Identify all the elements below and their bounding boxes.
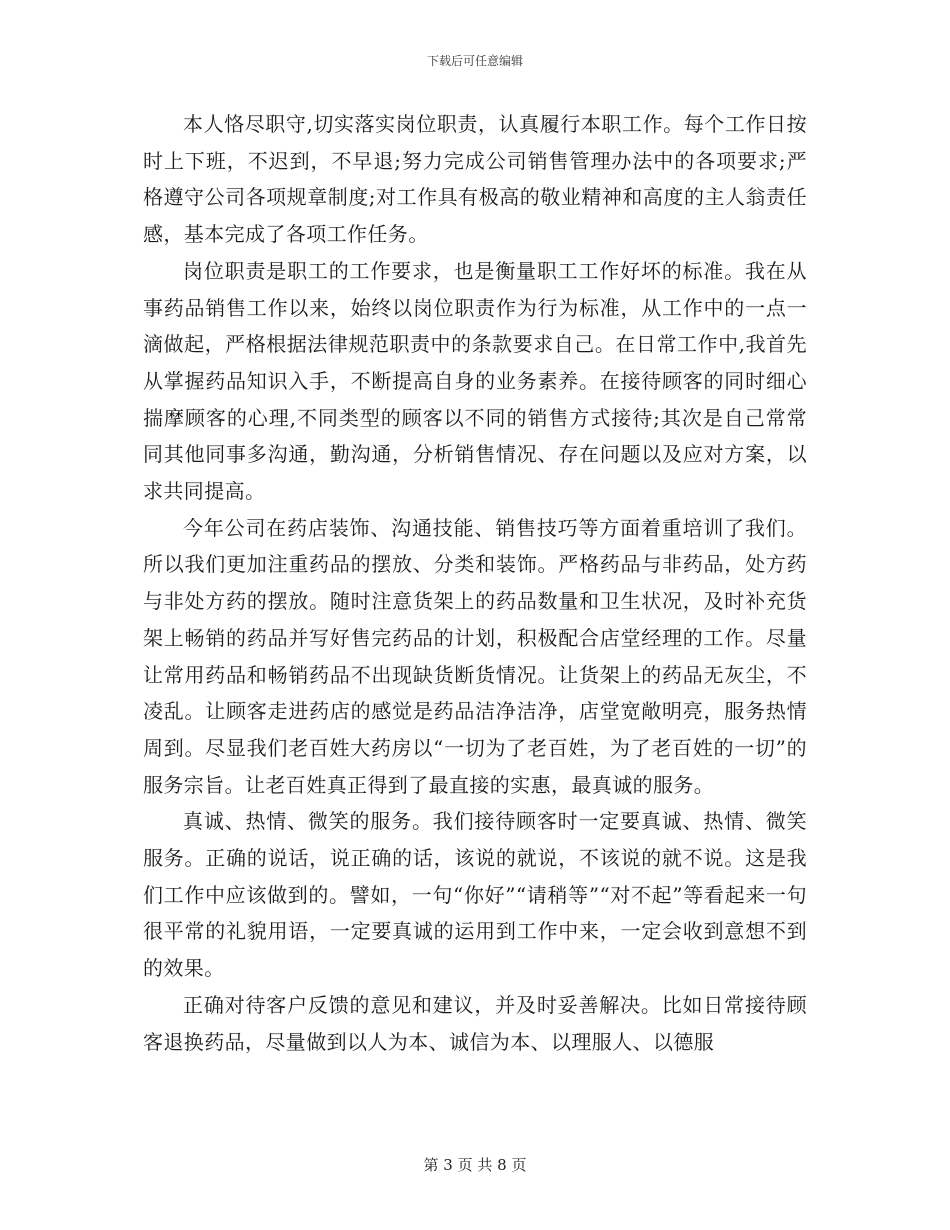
page-header: 下载后可任意编辑 [426,54,523,68]
page-number: 第 3 页 共 8 页 [423,1156,527,1174]
document-body [143,106,807,1060]
paragraph-1: 本人恪尽职守,切实落实岗位职责，认真履行本职工作。每个工作日按时上下班，不迟到，不早退;努力完成公司销售管理办法中的各项要求;严格遵守公司各项规章制度;对工作具有极高的敬业精神和高度的主人翁责任感，基本完成了各项工作任务。 [143,112,807,247]
paragraph-4: 真诚、热情、微笑的服务。我们接待顾客时一定要真诚、热情、微笑服务。正确的说话，说正确的话，该说的就说，不该说的就不说。这是我们工作中应该做到的。譬如，一句“你好”“请稍等”“对不起”等看起来一句很平常的礼貌用语，一定要真诚的运用到工作中来，一定会收到意想不到的效果。 [143,809,807,981]
paragraph-3: 今年公司在药店装饰、沟通技能、销售技巧等方面着重培训了我们。所以我们更加注重药品的摆放、分类和装饰。严格药品与非药品，处方药与非处方药的摆放。随时注意货架上的药品数量和卫生状况，及时补充货架上畅销的药品并写好售完药品的计划，积极配合店堂经理的工作。尽量让常用药品和畅销药品不出现缺货断货情况。让货架上的药品无灰尘，不凌乱。让顾客走进药店的感觉是药品洁净洁净，店堂宽敞明亮，服务热情周到。尽显我们老百姓大药房以“一切为了老百姓，为了老百姓的一切”的服务宗旨。让老百姓真正得到了最直接的实惠，最真诚的服务。 [143,515,807,797]
paragraph-2: 岗位职责是职工的工作要求，也是衡量职工工作好坏的标准。我在从事药品销售工作以来，始终以岗位职责作为行为标准，从工作中的一点一滴做起，严格根据法律规范职责中的条款要求自己。在日常工作中,我首先从掌握药品知识入手，不断提高自身的业务素养。在接待顾客的同时细心揣摩顾客的心理,不同类型的顾客以不同的销售方式接待;其次是自己常常同其他同事多沟通，勤沟通，分析销售情况、存在问题以及应对方案，以求共同提高。 [143,258,807,504]
paragraph-5: 正确对待客户反馈的意见和建议，并及时妥善解决。比如日常接待顾客退换药品，尽量做到以人为本、诚信为本、以理服人、以德服 [143,992,807,1054]
